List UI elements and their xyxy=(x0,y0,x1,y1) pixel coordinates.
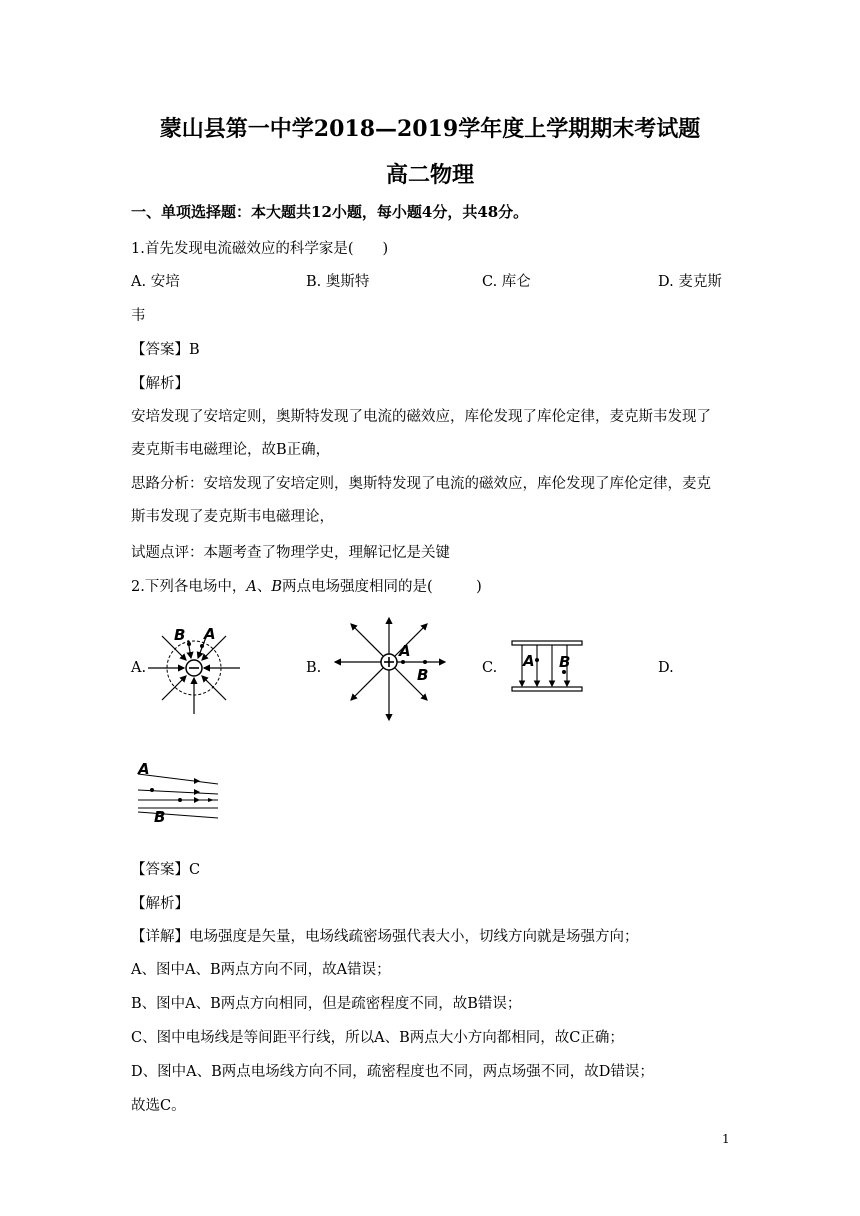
q2-figure-b-label-a: A xyxy=(399,642,411,660)
q2-stem-point-a: A xyxy=(246,579,257,595)
q2-figure-b-label-b: B xyxy=(417,666,429,684)
q2-analysis-line: 【详解】电场强度是矢量，电场线疏密场强代表大小，切线方向就是场强方向； xyxy=(131,929,639,945)
q1-analysis-heading: 【解析】 xyxy=(131,376,189,392)
q2-figure-b-positive-charge xyxy=(333,616,449,724)
q1-analysis-line: 试题点评：本题考查了物理学史，理解记忆是关键 xyxy=(131,545,450,561)
q2-analysis-line: 故选C。 xyxy=(131,1098,186,1114)
q1-option-c: C. 库仑 xyxy=(482,274,531,290)
q1-stem: 1.首先发现电流磁效应的科学家是( ) xyxy=(131,241,389,257)
page-subtitle: 高二物理 xyxy=(385,162,474,188)
section-heading: 一、单项选择题：本大题共12小题，每小题4分，共48分。 xyxy=(131,203,529,221)
q2-figure-d-diverging-lines xyxy=(134,760,224,826)
q1-analysis-line: 麦克斯韦电磁理论，故B正确， xyxy=(131,442,331,458)
q2-figure-a-label-b: B xyxy=(174,626,186,644)
q2-answer: 【答案】C xyxy=(131,862,201,878)
q2-stem-separator: 、 xyxy=(256,579,272,595)
q1-analysis-line: 斯韦发现了麦克斯韦电磁理论， xyxy=(131,509,334,525)
q2-option-c-label: C. xyxy=(482,660,498,676)
q1-analysis-line: 思路分析：安培发现了安培定则，奥斯特发现了电流的磁效应，库伦发现了库伦定律，麦克 xyxy=(131,476,711,492)
q1-option-b: B. 奥斯特 xyxy=(306,274,370,290)
q2-analysis-line: B、图中A、B两点方向相同，但是疏密程度不同，故B错误； xyxy=(131,996,522,1012)
q2-figure-c-label-a: A xyxy=(523,652,535,670)
q1-analysis-line: 安培发现了安培定则，奥斯特发现了电流的磁效应，库伦发现了库伦定律，麦克斯韦发现了 xyxy=(131,409,711,425)
q2-analysis-line: C、图中电场线是等间距平行线，所以A、B两点大小方向都相同，故C正确； xyxy=(131,1030,624,1046)
q2-figure-d-label-b: B xyxy=(154,808,166,826)
q2-analysis-heading: 【解析】 xyxy=(131,896,189,912)
q2-stem-suffix: 两点电场强度相同的是( ) xyxy=(281,579,482,595)
q1-option-d: D. 麦克斯 xyxy=(658,274,722,290)
q1-option-d-wrap: 韦 xyxy=(131,308,146,324)
q2-option-b-label: B. xyxy=(306,660,322,676)
q2-analysis-line: A、图中A、B两点方向不同，故A错误； xyxy=(131,962,391,978)
page-number: 1 xyxy=(722,1132,730,1146)
q2-stem xyxy=(131,575,482,596)
q2-analysis-line: D、图中A、B两点电场线方向不同，疏密程度也不同，两点场强不同，故D错误； xyxy=(131,1064,654,1080)
q2-option-d-label: D. xyxy=(658,660,674,676)
page-title: 蒙山县第一中学2018—2019学年度上学期期末考试题 xyxy=(159,116,701,142)
q2-figure-c-parallel-plates xyxy=(510,638,586,696)
q1-option-a: A. 安培 xyxy=(131,274,180,290)
q2-figure-a-negative-charge xyxy=(148,622,244,716)
q2-option-a-label: A. xyxy=(131,660,147,676)
q2-figure-a-label-a: A xyxy=(204,625,216,643)
q2-stem-prefix: 2.下列各电场中， xyxy=(131,579,247,595)
q2-figure-c-label-b: B xyxy=(559,653,571,671)
q2-figure-d-label-a: A xyxy=(138,760,150,778)
q2-stem-point-b: B xyxy=(271,579,282,595)
q1-answer: 【答案】B xyxy=(131,342,200,358)
